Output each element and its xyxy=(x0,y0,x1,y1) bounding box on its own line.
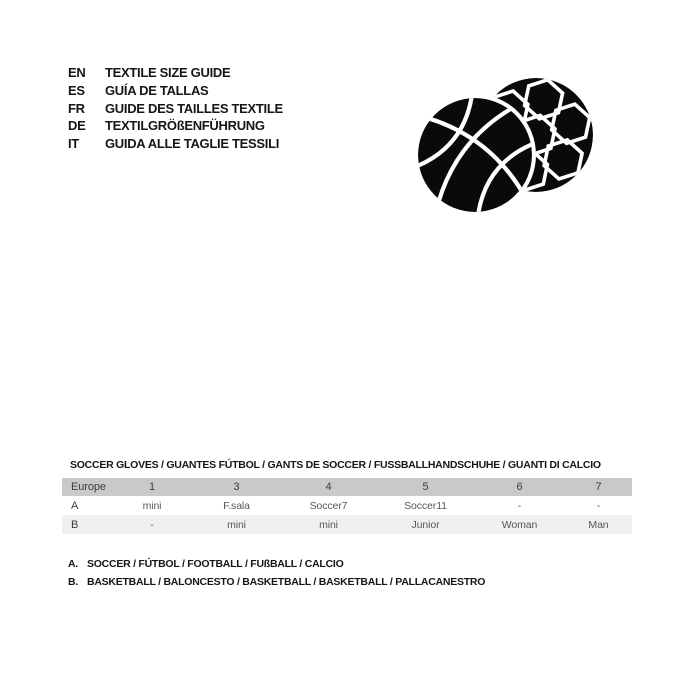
cell-value: mini xyxy=(193,515,280,534)
language-label: GUIDA ALLE TAGLIE TESSILI xyxy=(105,136,280,152)
size-table-header-row xyxy=(62,478,632,496)
footnote-label: B. xyxy=(68,575,78,588)
column-header-6: 6 xyxy=(474,478,565,496)
column-header-4: 4 xyxy=(280,478,377,496)
footnote-a xyxy=(68,556,485,574)
language-guide-list xyxy=(68,64,283,152)
language-code: EN xyxy=(68,65,86,81)
cell-value: mini xyxy=(280,515,377,534)
cell-value: F.sala xyxy=(223,499,250,512)
cell-value: Soccer11 xyxy=(404,499,447,512)
column-header-europe: Europe xyxy=(62,478,111,496)
cell-value: Junior xyxy=(377,515,474,534)
table-row-b xyxy=(62,515,632,534)
size-table-title: SOCCER GLOVES / GUANTES FÚTBOL / GANTS DE SOCCER / FUSSBALLHANDSCHUHE / GUANTI DI CALCIO xyxy=(70,459,601,471)
column-header-7: 7 xyxy=(565,478,632,496)
language-row-es xyxy=(68,82,283,100)
language-code: DE xyxy=(68,118,86,134)
language-code: FR xyxy=(68,100,85,116)
footnote-text: SOCCER / FÚTBOL / FOOTBALL / FUßBALL / CALCIO xyxy=(87,558,344,570)
language-label: GUIDE DES TAILLES TEXTILE xyxy=(105,100,283,116)
cell-value: - xyxy=(517,499,522,512)
row-label: B xyxy=(62,515,111,534)
footnote-b xyxy=(68,574,485,592)
row-label: A xyxy=(71,499,79,512)
cell-value: - xyxy=(111,515,193,534)
footnote-text: BASKETBALL / BALONCESTO / BASKETBALL / BASKETBALL / PALLACANESTRO xyxy=(87,575,486,588)
language-row-it xyxy=(68,135,283,153)
cell-value: mini xyxy=(142,499,162,512)
language-code: IT xyxy=(68,136,79,152)
column-header-1: 1 xyxy=(111,478,193,496)
cell-value: Man xyxy=(565,515,632,534)
footnotes xyxy=(68,556,485,592)
size-table xyxy=(62,478,632,534)
column-header-5: 5 xyxy=(377,478,474,496)
language-row-en xyxy=(68,64,283,82)
cell-value: - xyxy=(596,499,601,512)
language-label: TEXTILGRÖßENFÜHRUNG xyxy=(105,118,265,134)
table-row-a xyxy=(62,496,632,515)
balls-illustration xyxy=(410,70,610,220)
cell-value: Soccer7 xyxy=(309,499,348,512)
footnote-label: A. xyxy=(68,558,78,570)
language-row-de xyxy=(68,117,283,135)
size-table-section xyxy=(62,459,632,534)
language-label: GUÍA DE TALLAS xyxy=(105,83,209,99)
language-label: TEXTILE SIZE GUIDE xyxy=(105,65,231,81)
cell-value: Woman xyxy=(474,515,565,534)
language-row-fr xyxy=(68,99,283,117)
column-header-3: 3 xyxy=(193,478,280,496)
language-code: ES xyxy=(68,83,85,99)
